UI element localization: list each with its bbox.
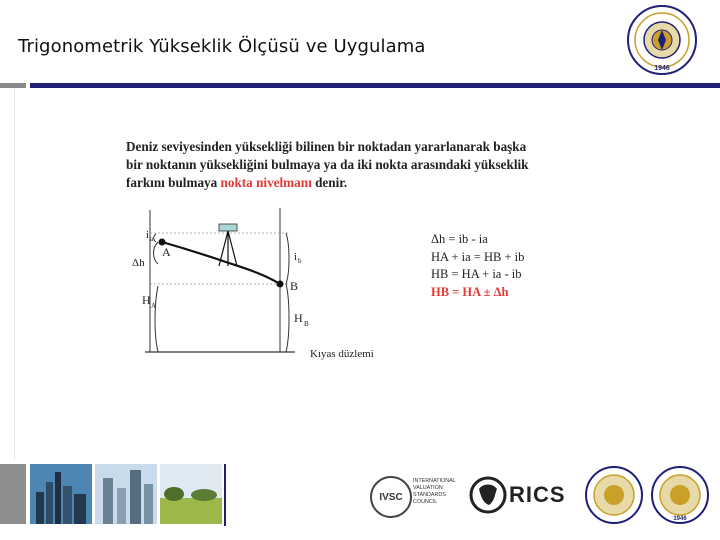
left-guide-line [14, 88, 15, 460]
label-ib-sub: b [298, 257, 302, 265]
label-delta-h: Δh [132, 257, 145, 269]
city-photo-1 [30, 464, 92, 524]
formula-3: HB = HA + ia - ib [431, 267, 522, 281]
university-seal-small-logo [650, 465, 710, 525]
paragraph-text-1: Deniz seviyesinden yüksekliği bilinen bir noktadan yararlanarak başka bir noktanın yüksekliğini bulmaya ya da iki nokta arasındaki yükseklik farkını bulmaya [126, 139, 529, 190]
leveling-diagram [120, 200, 420, 372]
seal-year: 1946 [654, 65, 670, 72]
formula-4: HB = HA ± Δh [431, 284, 509, 299]
ivsc-line-3: STANDARDS [413, 492, 446, 498]
label-point-b: B [290, 279, 299, 293]
formula-list [431, 232, 524, 302]
ivsc-line-4: COUNCIL [413, 499, 438, 505]
label-ha: H [142, 293, 151, 307]
rics-lion-icon [469, 475, 507, 515]
formula-2: HA + ia = HB + ib [431, 249, 525, 264]
slide-title: Trigonometrik Yükseklik Ölçüsü ve Uygulama [18, 36, 426, 57]
label-datum: Kıyas düzlemi [310, 348, 374, 360]
header-rule [30, 83, 720, 88]
label-hb-sub: B [304, 320, 309, 328]
formula-1: Δh = ib - ia [431, 232, 488, 246]
label-ib: i [294, 251, 298, 263]
label-ia-sub: a [150, 235, 154, 243]
label-ia: i [146, 229, 150, 241]
label-ha-sub: A [151, 302, 157, 310]
label-point-a: A [162, 245, 171, 259]
definition-paragraph [126, 138, 531, 192]
paragraph-text-2: denir. [311, 175, 348, 190]
footer-accent-gray [0, 464, 26, 524]
landscape-photo [160, 464, 222, 524]
small-seal-year: 1946 [673, 516, 687, 522]
ivsc-logo: IVSC [370, 476, 412, 518]
university-seal-logo [626, 4, 698, 76]
partner-seal-logo [584, 465, 644, 525]
label-hb: H [294, 311, 303, 325]
city-photo-2 [95, 464, 157, 524]
header-accent-gray [0, 83, 26, 88]
ivsc-caption [413, 478, 473, 506]
ivsc-line-2: VALUATION [413, 485, 443, 491]
paragraph-highlight: nokta nivelmanı [220, 175, 312, 190]
rics-logo: RICS [509, 482, 566, 507]
ivsc-line-1: INTERNATIONAL [413, 478, 456, 484]
